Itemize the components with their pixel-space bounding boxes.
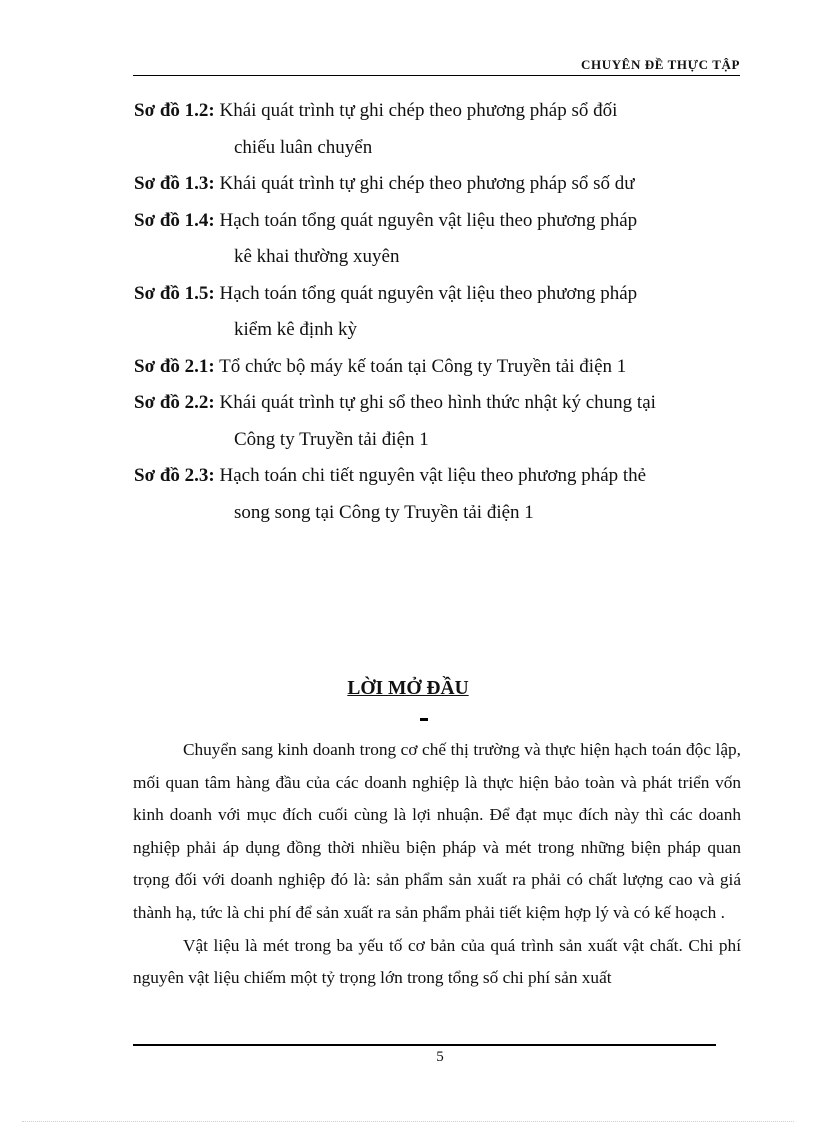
header-title: CHUYÊN ĐỀ THỰC TẬP (581, 57, 740, 72)
diagram-label: Sơ đồ 1.2: (134, 100, 215, 121)
paragraph: Vật liệu là mét trong ba yếu tố cơ bản của quá trình sản xuất vật chất. Chi phí nguyên vật liệu chiếm một tỷ trọng lớn trong tổng số chi phí sản xuất (133, 935, 741, 988)
diagram-title: Khái quát trình tự ghi sổ theo hình thức nhật ký chung tại (214, 392, 656, 413)
diagram-title: Tổ chức bộ máy kế toán tại Công ty Truyền tải điện 1 (214, 355, 627, 377)
diagram-title: Hạch toán tổng quát nguyên vật liệu theo phương pháp (214, 209, 638, 231)
diagram-title-continuation: kiểm kê định kỳ (234, 319, 357, 340)
diagram-entry-line (134, 203, 734, 240)
diagram-entry (134, 349, 734, 386)
diagram-list (134, 93, 734, 531)
diagram-title-continuation: chiếu luân chuyển (234, 136, 373, 158)
diagram-entry (134, 458, 734, 531)
diagram-entry (134, 385, 734, 458)
diagram-entry-line (134, 276, 734, 313)
diagram-entry (134, 203, 734, 276)
diagram-entry-line (134, 349, 734, 386)
diagram-title: Hạch toán chi tiết nguyên vật liệu theo phương pháp thẻ (214, 465, 647, 486)
diagram-title-continuation: kê khai thường xuyên (234, 246, 400, 267)
diagram-entry-line (134, 166, 734, 203)
body-text (133, 734, 741, 995)
diagram-entry (134, 166, 734, 203)
section-title (0, 678, 816, 700)
diagram-title: Khái quát trình tự ghi chép theo phương pháp sổ số dư (214, 173, 635, 194)
diagram-label: Sơ đồ 1.3: (134, 173, 215, 194)
diagram-label: Sơ đồ 1.4: (134, 209, 215, 231)
paragraph: Chuyển sang kinh doanh trong cơ chế thị trường và thực hiện hạch toán độc lập, mối quan tâm hàng đầu của các doanh nghiệp là thực hiện bảo toàn và phát triển vốn kinh doanh với mục đích cuối cùng là lợi nhuận. Để đạt mục đích này thì các doanh nghiệp phải áp dụng đồng thời nhiều biện pháp và mét trong những biện pháp quan trọng đối với doanh nghiệp đó là: sản phẩm sản xuất ra phải có chất lượng cao và giá thành hạ, tức là chi phí để sản xuất ra sản phẩm phải tiết kiệm hợp lý và có kế hoạch . (133, 740, 741, 922)
page-header (133, 51, 740, 76)
dash-mark (420, 718, 428, 721)
diagram-entry-line (134, 93, 734, 130)
diagram-label: Sơ đồ 2.2: (134, 392, 215, 413)
section-title-text: LỜI MỞ ĐẦU (347, 678, 469, 699)
diagram-label: Sơ đồ 2.1: (134, 355, 215, 377)
diagram-entry (134, 93, 734, 166)
diagram-title-continuation: song song tại Công ty Truyền tải điện 1 (234, 501, 534, 523)
diagram-entry-line (134, 458, 734, 495)
page-number: 5 (436, 1049, 444, 1065)
diagram-label: Sơ đồ 2.3: (134, 465, 215, 486)
diagram-entry-line (134, 385, 734, 422)
footer-rule (133, 1044, 716, 1046)
diagram-entry (134, 276, 734, 349)
diagram-title: Khái quát trình tự ghi chép theo phương pháp sổ đối (214, 100, 618, 121)
diagram-label: Sơ đồ 1.5: (134, 282, 215, 304)
diagram-title-continuation: Công ty Truyền tải điện 1 (234, 428, 429, 450)
page-edge (22, 1121, 794, 1122)
diagram-title: Hạch toán tổng quát nguyên vật liệu theo phương pháp (214, 282, 638, 304)
